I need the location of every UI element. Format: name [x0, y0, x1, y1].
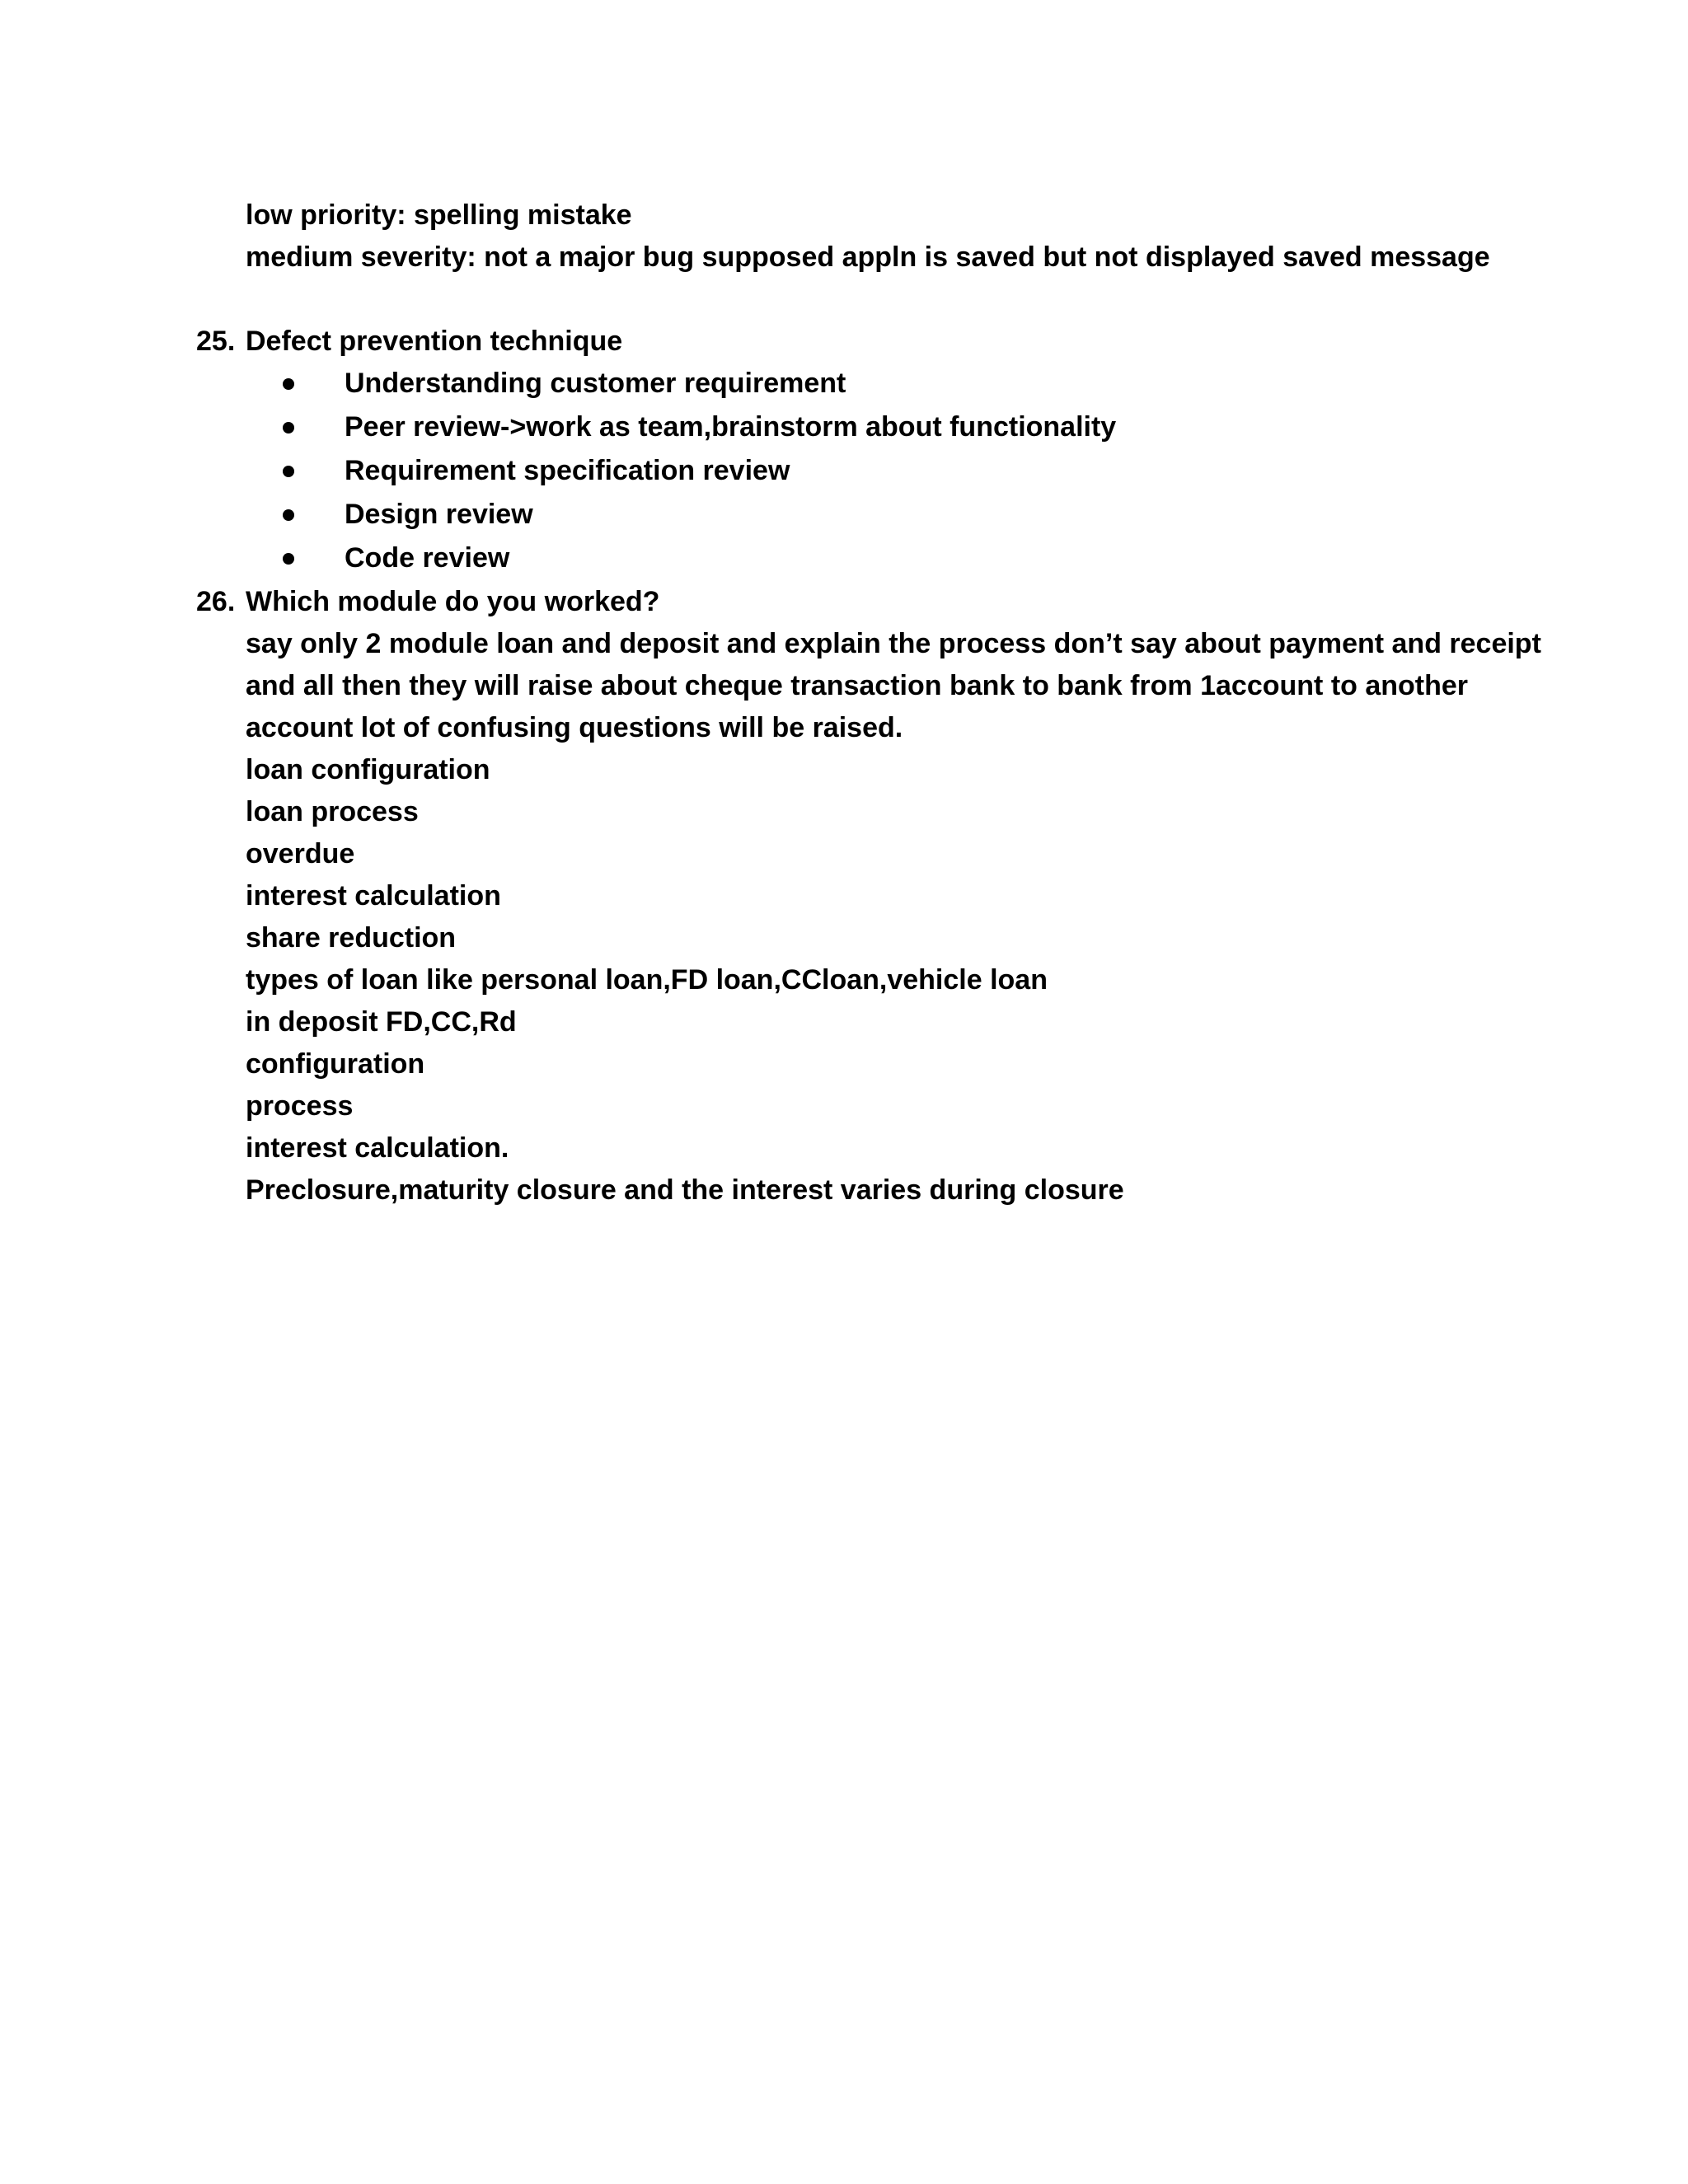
text-line: interest calculation. [246, 1132, 509, 1164]
section-25-title: Defect prevention technique [246, 326, 623, 357]
section-25-heading [0, 321, 1688, 363]
text-line: process [246, 1090, 354, 1122]
paragraph-line: account lot of confusing questions will be raised. [246, 712, 903, 743]
bullet-item [0, 406, 1688, 450]
bullet-text: Requirement specification review [345, 455, 790, 486]
text-line: loan process [246, 796, 419, 827]
bullet-icon [283, 466, 294, 477]
bullet-text: Code review [345, 542, 510, 574]
intro-line-low-priority: low priority: spelling mistake [246, 199, 632, 231]
paragraph-line: say only 2 module loan and deposit and explain the process don’t say about payment and receipt [246, 628, 1541, 659]
bullet-text: Design review [345, 499, 533, 530]
bullet-icon [283, 378, 294, 390]
text-line: share reduction [246, 922, 457, 954]
section-26-number: 26. [196, 586, 236, 617]
text-line: interest calculation [246, 880, 501, 912]
section-26-title: Which module do you worked? [246, 586, 660, 617]
bullet-icon [283, 509, 294, 521]
blank-line [0, 279, 1688, 321]
bullet-item [0, 537, 1688, 581]
text-line: types of loan like personal loan,FD loan,CCloan,vehicle loan [246, 964, 1048, 996]
paragraph-line: and all then they will raise about cheque transaction bank to bank from 1account to another [246, 670, 1469, 701]
section-26-lines [246, 749, 1465, 1212]
bullet-icon [283, 553, 294, 565]
text-line: Preclosure,maturity closure and the interest varies during closure [246, 1174, 1124, 1206]
bullet-item [0, 450, 1688, 494]
bullet-item [0, 363, 1688, 406]
section-26-paragraph [246, 623, 1541, 749]
intro-line-medium-severity: medium severity: not a major bug supposed appln is saved but not displayed saved message [246, 241, 1490, 273]
section-25-number: 25. [196, 326, 236, 357]
text-line: in deposit FD,CC,Rd [246, 1006, 517, 1038]
bullet-text: Understanding customer requirement [345, 368, 846, 399]
section-26-heading [0, 581, 1688, 623]
document-body [0, 194, 1688, 1212]
text-line: loan configuration [246, 754, 490, 785]
text-line: overdue [246, 838, 355, 869]
bullet-icon [283, 422, 294, 434]
bullet-item [0, 494, 1688, 537]
bullet-text: Peer review->work as team,brainstorm about functionality [345, 411, 1117, 443]
text-line: configuration [246, 1048, 425, 1080]
